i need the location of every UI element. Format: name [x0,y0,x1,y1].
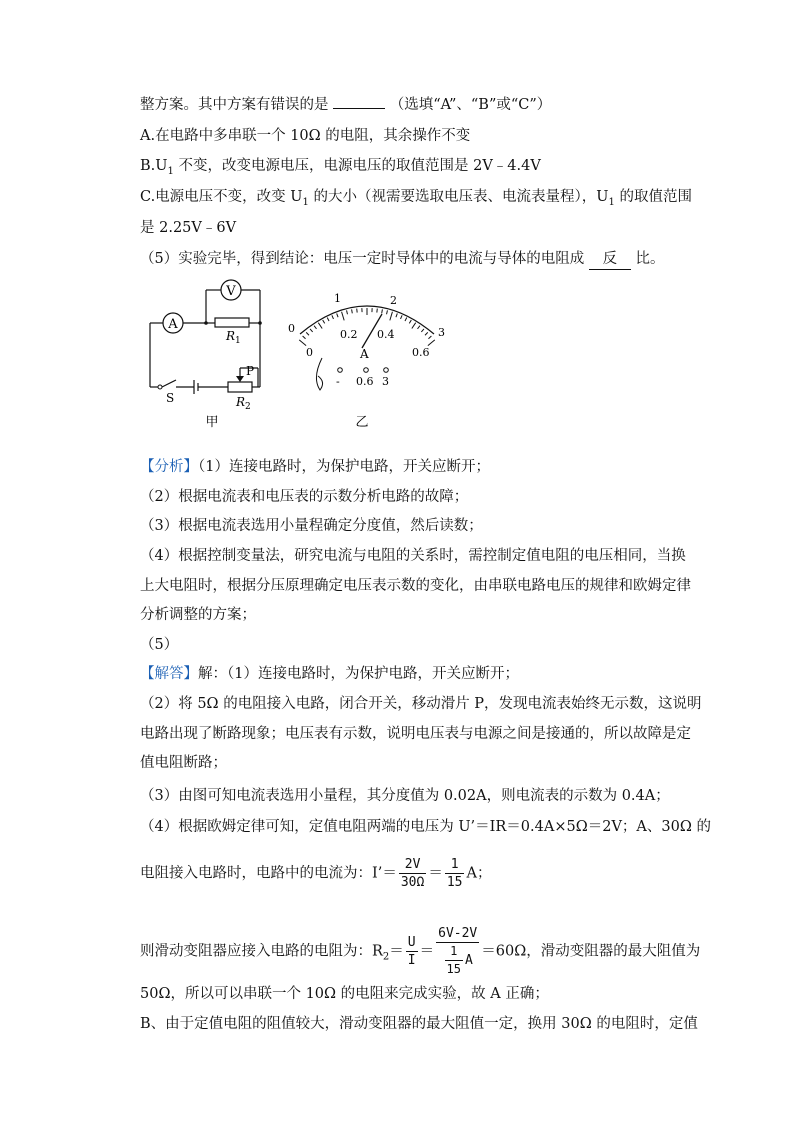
denominator: 30Ω [400,875,425,890]
option-c-text: C.电源电压不变，改变 U [140,189,303,205]
dial-tick [412,323,416,329]
analysis-4b: 上大电阻时，根据分压原理确定电压表示数的变化，由串联电路电压的规律和欧姆定律 [140,578,691,594]
switch-label: S [166,391,175,405]
dial-tick [347,310,348,314]
needle-label: A [360,347,369,361]
scale-top-2: 2 [390,294,397,307]
figure-caption-a: 甲 [205,415,219,430]
answer-blank [333,108,385,109]
option-b-text: B.U [140,158,168,174]
resistor-r2 [228,382,252,392]
answer-3: （3）由图可知电流表选用小量程，其分度值为 0.02A，则电流表的示数为 0.4A； [140,788,670,804]
numerator: 6V-2V [438,926,478,941]
dial-tick [390,312,393,321]
option-c-text-3: 的取值范围 [614,189,692,205]
r1-label: R [226,329,236,343]
nested-fraction [445,943,463,978]
option-c [140,187,692,213]
dial-tick [401,315,403,319]
analysis-5: （5） [140,637,179,653]
denominator: 15 [446,962,461,976]
analysis-3: （3）根据电流表选用小量程确定分度值，然后读数； [140,518,483,534]
scale-bottom-3: 0.6 [412,346,430,359]
answer-6-tail: ＝60Ω，滑动变阻器的最大阻值为 [481,943,701,960]
voltmeter-label: V [226,284,236,299]
r1-sub: 1 [235,336,241,346]
dial-tick [310,329,313,332]
answer-7: 50Ω，所以可以串联一个 10Ω 的电阻来完成实验，故 A 正确； [140,986,549,1002]
r2-sub: 2 [245,402,251,412]
numerator: 1 [445,856,465,874]
ammeter-label: A [168,317,178,332]
equals: ＝ [419,943,435,960]
answer-2a: （2）将 5Ω 的电阻接入电路，闭合开关，移动滑片 P，发现电流表始终无示数，这说明 [140,696,702,712]
terminal-06: 0.6 [356,375,374,388]
option-b [140,156,541,182]
denominator: I [407,953,416,968]
dial-tick [396,313,397,317]
dial-tick [303,336,306,339]
answer-a1: 解：（1）连接电路时，为保护电路，开关应断开； [198,666,519,682]
analysis-1 [140,457,490,477]
answer-tag: 【解答】 [140,666,198,682]
dial-tick [428,340,435,346]
answer-5 [140,856,491,891]
dial-tick [327,318,329,322]
analysis-4a: （4）根据控制变量法，研究电流与电阻的关系时，需控制定值电阻的电压相同，当换 [140,548,686,564]
dial-tick [323,320,325,323]
question-text: 整方案。其中方案有错误的是 [140,97,329,113]
question-5-tail: 比。 [635,251,665,267]
dial-tick [387,310,388,314]
answer-5-unit: A； [466,865,492,882]
terminal-neg: - [336,375,340,388]
circuit-diagram [140,276,280,432]
dial-tick [342,312,345,321]
dial-tick [318,323,322,329]
subscript: 2 [382,951,390,963]
dial-tick [299,340,306,346]
numerator: 2V [399,856,426,874]
answer-1 [140,664,519,684]
denominator [436,943,479,978]
answer-4: （4）根据欧姆定律可知，定值电阻两端的电压为 U’＝IR＝0.4A×5Ω＝2V；A、30Ω 的 [140,819,711,835]
question-5 [140,249,664,270]
analysis-tag: 【分析】 [140,459,198,475]
dial-tick [337,313,338,317]
answer-8: B、由于定值电阻的阻值较大，滑动变阻器的最大阻值一定，换用 30Ω 的电阻时，定值 [140,1016,698,1032]
subscript: 1 [302,196,309,208]
answer-5-text: 电阻接入电路时，电路中的电流为：I’＝ [140,865,397,882]
numerator: U [407,935,416,950]
figure-caption-b: 乙 [355,415,369,430]
dial-tick [425,332,428,335]
ammeter-dial-diagram [282,286,452,434]
terminal-3: 3 [382,375,389,388]
switch-symbol [162,380,176,387]
option-b-text-2: 不变，改变电源电压，电源电压的取值范围是 2V﹣4.4V [173,158,541,174]
analysis-4c: 分析调整的方案； [140,607,256,623]
dial-tick [409,320,411,323]
unit: A [465,953,473,968]
scale-top-1: 1 [334,292,341,305]
answer-2b: 电路出现了断路现象；电压表有示数，说明电压表与电源之间是接通的，所以故障是定 [140,726,691,742]
dial-tick [352,309,353,313]
analysis-2: （2）根据电流表和电压表的示数分析电路的故障； [140,489,469,505]
answer-6-text: 则滑动变阻器应接入电路的电阻为：R [140,943,383,960]
scale-top-0: 0 [288,322,295,335]
fraction-resistance [436,925,479,978]
resistor-r1 [215,318,249,327]
fraction-1-15 [445,856,465,891]
numerator: 1 [445,943,463,961]
answer-6 [140,925,700,978]
scale-bottom-2: 0.4 [377,328,395,341]
dial-tick [382,309,383,313]
fraction-u-i [406,934,418,969]
scale-bottom-1: 0.2 [340,328,358,341]
question-5-text: （5）实验完毕，得到结论：电压一定时导体中的电流与导体的电阻成 [140,251,585,267]
r2-label: R [236,395,246,409]
option-a: A.在电路中多串联一个 10Ω 的电阻，其余操作不变 [140,128,471,144]
subscript: 1 [608,196,615,208]
dial-tick [428,336,431,339]
dial-tick [421,329,424,332]
equals: ＝ [428,865,443,882]
scale-top-3: 3 [438,326,445,339]
option-c-cont: 是 2.25V﹣6V [140,220,237,236]
dial-tick [306,332,309,335]
line-1 [140,95,551,115]
option-c-text-2: 的大小（视需要选取电压表、电流表量程），U [308,189,609,205]
denominator: 15 [446,875,463,890]
subscript: 1 [167,165,174,177]
scale-bottom-0: 0 [306,346,313,359]
analysis-p1: （1）连接电路时，为保护电路，开关应断开； [198,459,490,475]
fraction-2v-30 [399,856,426,891]
dial-tick [332,315,334,319]
equals: ＝ [389,943,404,960]
dial-tick [418,326,420,329]
question-hint: （选填“A”、“B”或“C”） [389,97,552,113]
dial-tick [314,326,316,329]
answer-2c: 值电阻断路； [140,755,227,771]
slider-label: P [246,364,255,378]
answer-fill: 反 [589,249,631,270]
dial-tick [405,318,407,322]
